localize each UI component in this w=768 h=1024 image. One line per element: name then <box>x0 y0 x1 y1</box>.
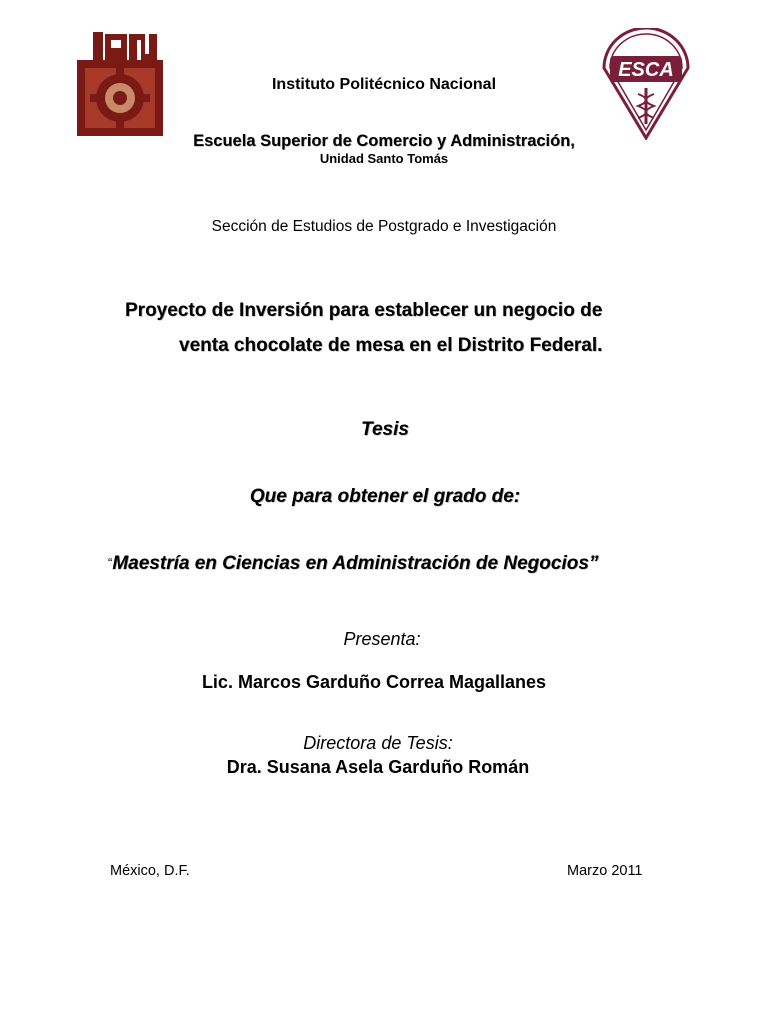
thesis-label: Tesis <box>361 419 409 440</box>
project-title-line-1: Proyecto de Inversión para establecer un negocio de <box>125 300 603 321</box>
director-label: Directora de Tesis: <box>303 733 453 753</box>
place: México, D.F. <box>110 863 190 879</box>
campus-unit: Unidad Santo Tomás <box>319 151 449 166</box>
presenter-label: Presenta: <box>343 629 421 649</box>
degree-purpose: Que para obtener el grado de: <box>249 486 521 507</box>
institute-name: Instituto Politécnico Nacional <box>271 76 497 93</box>
degree-name <box>108 553 598 575</box>
school-name: Escuela Superior de Comercio y Administración, <box>193 132 575 150</box>
section-name: Sección de Estudios de Postgrado e Investigación <box>211 218 557 235</box>
date: Marzo 2011 <box>567 863 643 879</box>
director-name: Dra. Susana Asela Garduño Román <box>226 757 530 777</box>
project-title-line-2: venta chocolate de mesa en el Distrito Federal. <box>179 335 603 356</box>
svg-text:ESCA: ESCA <box>618 59 674 81</box>
degree-text: Maestría en Ciencias en Administración de Negocios” <box>112 553 599 574</box>
degree-open-quote: “ <box>108 555 113 570</box>
author-name: Lic. Marcos Garduño Correa Magallanes <box>201 672 547 692</box>
